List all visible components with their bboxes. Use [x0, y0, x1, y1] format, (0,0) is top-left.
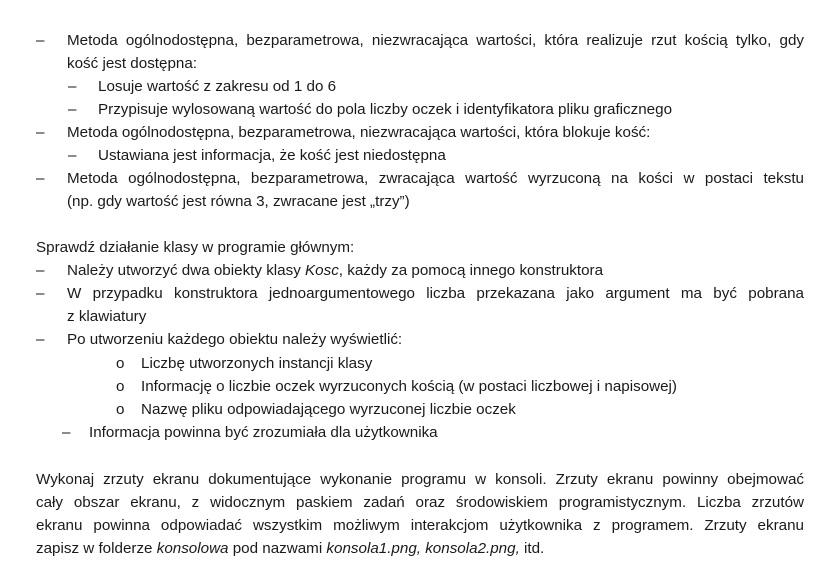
file-names: konsola1.png, konsola2.png,	[326, 540, 520, 557]
circle-item-1: Liczbę utworzonych instancji klasy	[141, 355, 373, 372]
main-check-item-2-line-1: W przypadku konstruktora jednoargumentowego liczba przekazana jako argument ma być pobrana	[67, 285, 804, 302]
method-1-subitem-2: Przypisuje wylosowaną wartość do pola liczby oczek i identyfikatora pliku graficznego	[98, 101, 673, 118]
method-2-subitem-1: Ustawiana jest informacja, że kość jest niedostępna	[98, 147, 446, 164]
class-name-kosc: Kosc	[305, 262, 339, 279]
circle-item-3: Nazwę pliku odpowiadającego wyrzuconej liczbie oczek	[141, 401, 516, 418]
main-check-item-3: Po utworzeniu każdego obiektu należy wyświetlić:	[67, 331, 403, 348]
dash-bullet: –	[68, 101, 77, 118]
dash-bullet: –	[36, 124, 45, 141]
screenshots-line-2: cały obszar ekranu, z widocznym paskiem zadań oraz środowiskiem programistycznym. Liczba zrzutów	[36, 494, 804, 511]
screenshots-line-4: zapisz w folderze konsolowa pod nazwami konsola1.png, konsola2.png, itd.	[36, 540, 545, 557]
method-3-line-2: (np. gdy wartość jest równa 3, zwracane jest „trzy”)	[67, 193, 410, 210]
circle-bullet: o	[116, 355, 125, 372]
screenshots-line-1: Wykonaj zrzuty ekranu dokumentujące wykonanie programu w konsoli. Zrzuty ekranu powinny obejmować	[36, 471, 804, 488]
dash-bullet: –	[36, 170, 45, 187]
main-check-item-2-line-2: z klawiatury	[67, 308, 147, 325]
circle-bullet: o	[116, 378, 125, 395]
dash-bullet: –	[68, 147, 77, 164]
dash-bullet: –	[36, 285, 45, 302]
main-check-intro: Sprawdź działanie klasy w programie głównym:	[36, 239, 355, 256]
circle-item-2: Informację o liczbie oczek wyrzuconych kością (w postaci liczbowej i napisowej)	[141, 378, 677, 395]
dash-bullet: –	[36, 331, 45, 348]
method-1-line-1: Metoda ogólnodostępna, bezparametrowa, niezwracająca wartości, która realizuje rzut kością tylko, gdy	[67, 32, 804, 49]
dash-bullet: –	[36, 32, 45, 49]
dash-bullet: –	[36, 262, 45, 279]
screenshots-line-3: ekranu powinna odpowiadać wszystkim możliwym interakcjom użytkownika z programem. Zrzuty ekranu	[36, 517, 804, 534]
circle-bullet: o	[116, 401, 125, 418]
main-check-item-4: Informacja powinna być zrozumiała dla użytkownika	[89, 424, 438, 441]
method-1-line-2: kość jest dostępna:	[67, 55, 198, 72]
dash-bullet: –	[68, 78, 77, 95]
dash-bullet: –	[62, 424, 71, 441]
method-3-line-1: Metoda ogólnodostępna, bezparametrowa, zwracająca wartość wyrzuconą na kości w postaci tekstu	[67, 170, 804, 187]
method-1-subitem-1: Losuje wartość z zakresu od 1 do 6	[98, 78, 337, 95]
main-check-item-1: Należy utworzyć dwa obiekty klasy Kosc, każdy za pomocą innego konstruktora	[67, 262, 604, 279]
method-2-line-1: Metoda ogólnodostępna, bezparametrowa, niezwracająca wartości, która blokuje kość:	[67, 124, 651, 141]
folder-name: konsolowa	[156, 540, 229, 557]
